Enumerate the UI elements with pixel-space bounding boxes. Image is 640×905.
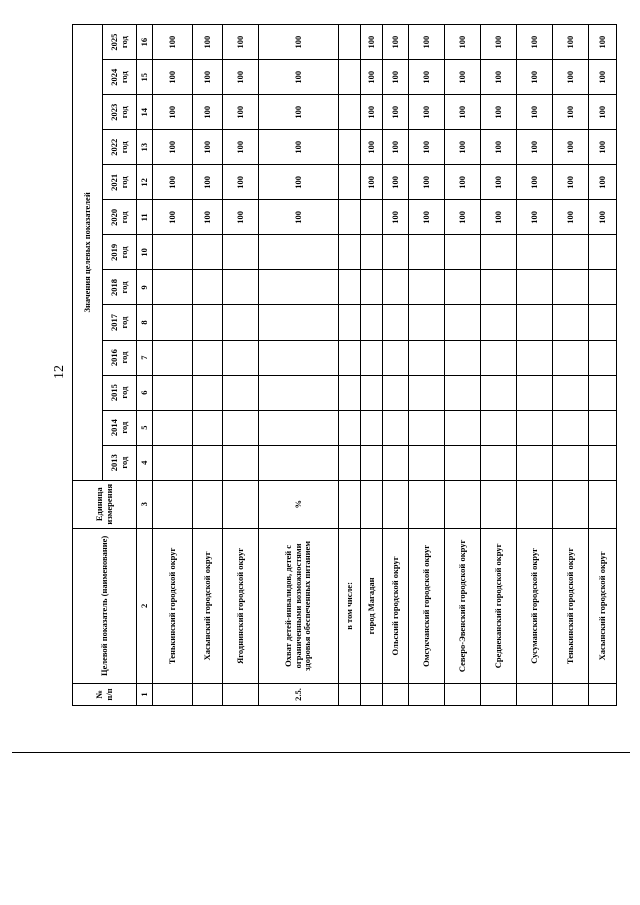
unit-cell (445, 480, 481, 528)
value-cell: 100 (409, 60, 445, 95)
value-cell (259, 340, 339, 375)
value-cell (223, 270, 259, 305)
value-cell (153, 270, 193, 305)
value-cell (361, 375, 383, 410)
value-cell: 100 (383, 60, 409, 95)
value-cell: 100 (409, 130, 445, 165)
value-cell: 100 (383, 165, 409, 200)
value-cell (589, 340, 617, 375)
column-number: 8 (137, 305, 153, 340)
value-cell (589, 410, 617, 445)
value-cell (409, 270, 445, 305)
value-cell (259, 410, 339, 445)
value-cell (339, 340, 361, 375)
value-cell (445, 445, 481, 480)
value-cell (361, 340, 383, 375)
value-cell: 100 (409, 165, 445, 200)
column-number: 7 (137, 340, 153, 375)
unit-cell (361, 480, 383, 528)
value-cell: 100 (481, 200, 517, 235)
value-cell: 100 (153, 165, 193, 200)
value-cell (223, 340, 259, 375)
value-cell (339, 410, 361, 445)
row-number-cell (517, 683, 553, 705)
value-cell (383, 375, 409, 410)
value-cell: 100 (517, 165, 553, 200)
table-body (153, 25, 617, 706)
value-cell (193, 375, 223, 410)
value-cell: 100 (517, 130, 553, 165)
value-cell: 100 (409, 95, 445, 130)
value-cell: 100 (153, 60, 193, 95)
value-cell (517, 340, 553, 375)
value-cell (339, 270, 361, 305)
column-number: 14 (137, 95, 153, 130)
value-cell: 100 (481, 130, 517, 165)
table-row (259, 25, 339, 706)
value-cell: 100 (553, 165, 589, 200)
header-year: 2022 год (103, 130, 137, 165)
page-number: 12 (52, 365, 67, 379)
indicator-name-cell: Ольский городской округ (383, 528, 409, 683)
value-cell: 100 (153, 25, 193, 60)
header-year: 2020 год (103, 200, 137, 235)
value-cell: 100 (517, 60, 553, 95)
unit-cell (223, 480, 259, 528)
value-cell (383, 305, 409, 340)
table-row (153, 25, 193, 706)
value-cell: 100 (383, 130, 409, 165)
table-row (517, 25, 553, 706)
value-cell (383, 235, 409, 270)
value-cell (223, 375, 259, 410)
indicator-name-cell: Ягоднинский городской округ (223, 528, 259, 683)
value-cell (553, 340, 589, 375)
column-number: 15 (137, 60, 153, 95)
value-cell: 100 (193, 200, 223, 235)
column-number: 2 (137, 528, 153, 683)
row-number-cell (223, 683, 259, 705)
unit-cell (153, 480, 193, 528)
value-cell (409, 445, 445, 480)
value-cell (409, 340, 445, 375)
value-cell (259, 445, 339, 480)
value-cell (517, 410, 553, 445)
row-number-cell (589, 683, 617, 705)
value-cell: 100 (259, 25, 339, 60)
value-cell: 100 (589, 95, 617, 130)
value-cell: 100 (383, 95, 409, 130)
value-cell (339, 165, 361, 200)
value-cell: 100 (193, 25, 223, 60)
value-cell: 100 (259, 60, 339, 95)
value-cell: 100 (481, 165, 517, 200)
value-cell (445, 235, 481, 270)
value-cell: 100 (589, 165, 617, 200)
value-cell: 100 (517, 95, 553, 130)
value-cell (339, 235, 361, 270)
row-number-cell (193, 683, 223, 705)
header-year: 2019 год (103, 235, 137, 270)
header-year: 2013 год (103, 445, 137, 480)
value-cell (153, 235, 193, 270)
column-number: 3 (137, 480, 153, 528)
value-cell (589, 375, 617, 410)
value-cell: 100 (153, 95, 193, 130)
value-cell (481, 270, 517, 305)
value-cell (153, 375, 193, 410)
value-cell: 100 (223, 200, 259, 235)
table-row (445, 25, 481, 706)
value-cell (589, 305, 617, 340)
value-cell (223, 445, 259, 480)
value-cell: 100 (223, 130, 259, 165)
value-cell (223, 410, 259, 445)
value-cell (153, 445, 193, 480)
value-cell (339, 305, 361, 340)
value-cell: 100 (481, 25, 517, 60)
table-row (383, 25, 409, 706)
column-number: 13 (137, 130, 153, 165)
table-row (481, 25, 517, 706)
value-cell (361, 235, 383, 270)
value-cell (153, 410, 193, 445)
row-number-cell (153, 683, 193, 705)
row-number-cell (445, 683, 481, 705)
column-number: 12 (137, 165, 153, 200)
value-cell (193, 270, 223, 305)
value-cell (339, 130, 361, 165)
value-cell (153, 340, 193, 375)
value-cell (445, 340, 481, 375)
value-cell (223, 305, 259, 340)
unit-cell (383, 480, 409, 528)
bottom-rule (12, 752, 630, 753)
row-number-cell (481, 683, 517, 705)
value-cell: 100 (193, 130, 223, 165)
value-cell (259, 270, 339, 305)
value-cell (383, 410, 409, 445)
value-cell (259, 375, 339, 410)
value-cell (339, 25, 361, 60)
value-cell: 100 (553, 130, 589, 165)
table-row (339, 25, 361, 706)
value-cell: 100 (553, 200, 589, 235)
value-cell (481, 340, 517, 375)
table-row (589, 25, 617, 706)
value-cell: 100 (259, 200, 339, 235)
unit-cell (517, 480, 553, 528)
value-cell (339, 95, 361, 130)
value-cell (339, 200, 361, 235)
value-cell: 100 (153, 200, 193, 235)
row-number-cell (553, 683, 589, 705)
value-cell (517, 445, 553, 480)
value-cell: 100 (445, 200, 481, 235)
value-cell (339, 445, 361, 480)
value-cell (517, 270, 553, 305)
column-number: 10 (137, 235, 153, 270)
column-number: 16 (137, 25, 153, 60)
value-cell: 100 (223, 95, 259, 130)
value-cell: 100 (409, 25, 445, 60)
target-indicators-table (72, 24, 617, 706)
value-cell: 100 (553, 60, 589, 95)
value-cell (259, 235, 339, 270)
value-cell (553, 445, 589, 480)
indicator-name-cell: Омсукчанский городской округ (409, 528, 445, 683)
row-number-cell (383, 683, 409, 705)
value-cell: 100 (193, 165, 223, 200)
value-cell (481, 305, 517, 340)
value-cell (361, 445, 383, 480)
indicator-name-cell: город Магадан (361, 528, 383, 683)
header-name: Целевой показатель (наименование) (73, 528, 137, 683)
value-cell: 100 (223, 165, 259, 200)
unit-cell (339, 480, 361, 528)
column-number: 1 (137, 683, 153, 705)
table-row (553, 25, 589, 706)
value-cell (383, 445, 409, 480)
value-cell: 100 (193, 95, 223, 130)
rotated-table-container (72, 24, 607, 706)
value-cell: 100 (383, 25, 409, 60)
value-cell: 100 (259, 165, 339, 200)
header-num: № п/п (73, 683, 137, 705)
value-cell: 100 (445, 25, 481, 60)
value-cell (193, 235, 223, 270)
value-cell (361, 270, 383, 305)
indicator-name-cell: Тенькинский городской округ (553, 528, 589, 683)
value-cell (339, 60, 361, 95)
value-cell: 100 (361, 165, 383, 200)
table-row (193, 25, 223, 706)
value-cell (445, 375, 481, 410)
value-cell (193, 445, 223, 480)
value-cell (193, 340, 223, 375)
unit-cell (553, 480, 589, 528)
value-cell (517, 375, 553, 410)
value-cell: 100 (589, 60, 617, 95)
header-year: 2015 год (103, 375, 137, 410)
header-year: 2017 год (103, 305, 137, 340)
header-year: 2025 год (103, 25, 137, 60)
row-number-cell (339, 683, 361, 705)
value-cell: 100 (259, 95, 339, 130)
value-cell: 100 (589, 130, 617, 165)
value-cell (481, 375, 517, 410)
column-number: 9 (137, 270, 153, 305)
value-cell (445, 270, 481, 305)
value-cell (409, 235, 445, 270)
value-cell (361, 410, 383, 445)
value-cell: 100 (361, 95, 383, 130)
value-cell: 100 (445, 95, 481, 130)
table-row (409, 25, 445, 706)
header-year: 2016 год (103, 340, 137, 375)
unit-cell (193, 480, 223, 528)
value-cell (383, 270, 409, 305)
value-cell: 100 (445, 130, 481, 165)
value-cell: 100 (409, 200, 445, 235)
value-cell: 100 (153, 130, 193, 165)
value-cell (445, 410, 481, 445)
value-cell (481, 445, 517, 480)
value-cell: 100 (259, 130, 339, 165)
row-number-cell (361, 683, 383, 705)
unit-cell: % (259, 480, 339, 528)
header-year: 2021 год (103, 165, 137, 200)
header-unit: Единица измерения (73, 480, 137, 528)
indicator-name-cell: в том числе: (339, 528, 361, 683)
value-cell: 100 (481, 60, 517, 95)
indicator-name-cell: Северо-Эвенский городской округ (445, 528, 481, 683)
table-row (223, 25, 259, 706)
row-number-cell (409, 683, 445, 705)
value-cell: 100 (445, 165, 481, 200)
value-cell (553, 235, 589, 270)
value-cell: 100 (361, 130, 383, 165)
value-cell (517, 305, 553, 340)
header-year: 2018 год (103, 270, 137, 305)
value-cell (361, 200, 383, 235)
value-cell (445, 305, 481, 340)
value-cell (409, 305, 445, 340)
unit-cell (481, 480, 517, 528)
value-cell: 100 (481, 95, 517, 130)
value-cell (193, 305, 223, 340)
table-row (361, 25, 383, 706)
value-cell (193, 410, 223, 445)
value-cell (553, 375, 589, 410)
header-year: 2023 год (103, 95, 137, 130)
indicator-name-cell: Хасынский городской округ (193, 528, 223, 683)
value-cell (481, 410, 517, 445)
value-cell (481, 235, 517, 270)
value-cell: 100 (517, 200, 553, 235)
value-cell (223, 235, 259, 270)
value-cell: 100 (553, 25, 589, 60)
indicator-name-cell: Сусуманский городской округ (517, 528, 553, 683)
value-cell: 100 (223, 60, 259, 95)
value-cell: 100 (223, 25, 259, 60)
unit-cell (589, 480, 617, 528)
header-year: 2024 год (103, 60, 137, 95)
value-cell: 100 (589, 25, 617, 60)
value-cell: 100 (383, 200, 409, 235)
value-cell (553, 410, 589, 445)
unit-cell (409, 480, 445, 528)
value-cell (153, 305, 193, 340)
indicator-name-cell: Охват детей-инвалидов, детей с ограниченными возможностями здоровья обеспеченных питанием (259, 528, 339, 683)
table-header (73, 25, 153, 706)
value-cell: 100 (553, 95, 589, 130)
value-cell (553, 305, 589, 340)
header-values-group: Значения целевых показателей (73, 25, 103, 481)
value-cell: 100 (517, 25, 553, 60)
value-cell: 100 (445, 60, 481, 95)
value-cell (589, 445, 617, 480)
indicator-name-cell: Тенькинский городской округ (153, 528, 193, 683)
value-cell (259, 305, 339, 340)
value-cell: 100 (589, 200, 617, 235)
value-cell (409, 410, 445, 445)
value-cell (361, 305, 383, 340)
value-cell (383, 340, 409, 375)
value-cell: 100 (361, 25, 383, 60)
header-year: 2014 год (103, 410, 137, 445)
value-cell (589, 270, 617, 305)
value-cell: 100 (361, 60, 383, 95)
value-cell (339, 375, 361, 410)
column-number: 4 (137, 445, 153, 480)
value-cell (409, 375, 445, 410)
value-cell: 100 (193, 60, 223, 95)
value-cell (589, 235, 617, 270)
indicator-name-cell: Среднеканский городской округ (481, 528, 517, 683)
value-cell (517, 235, 553, 270)
value-cell (553, 270, 589, 305)
row-number-cell: 2.5. (259, 683, 339, 705)
column-number: 5 (137, 410, 153, 445)
indicator-name-cell: Хасынский городской округ (589, 528, 617, 683)
column-number: 11 (137, 200, 153, 235)
column-number: 6 (137, 375, 153, 410)
